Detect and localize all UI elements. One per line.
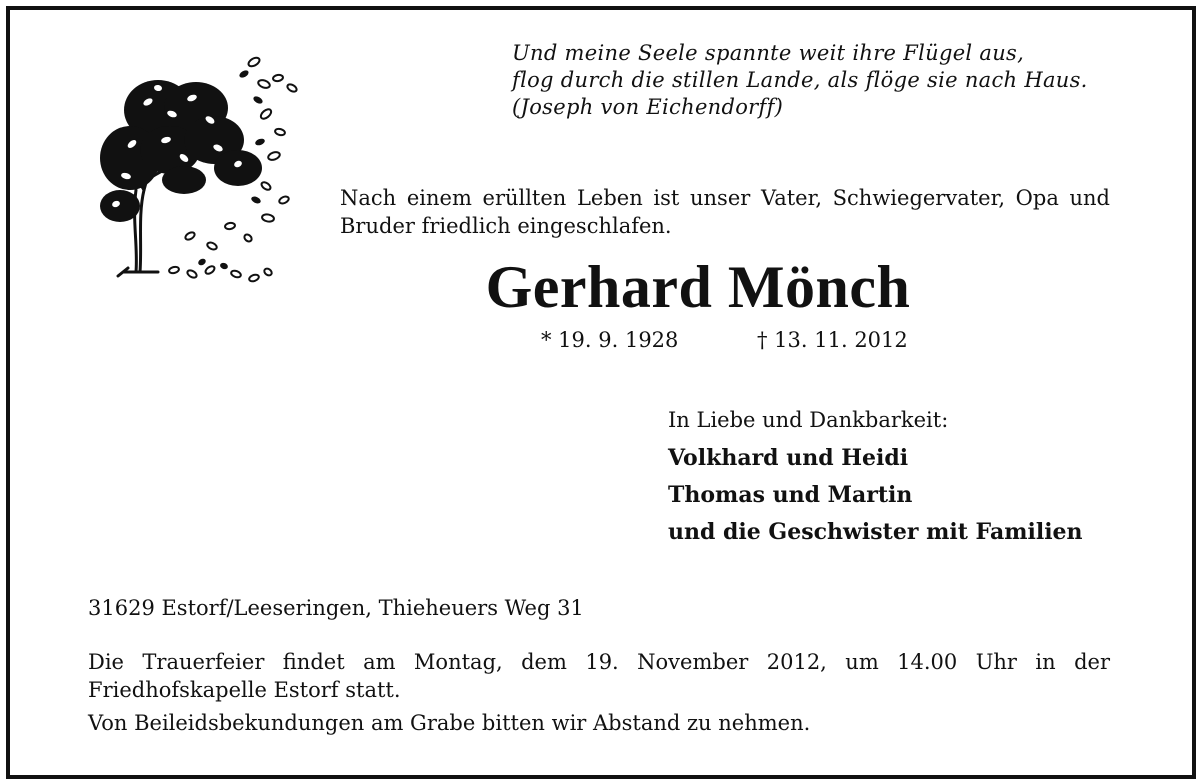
address: 31629 Estorf/Leeseringen, Thieheuers Weg 31: [88, 596, 584, 620]
poem-attribution: (Joseph von Eichendorff): [512, 95, 784, 119]
poem-line: Und meine Seele spannte weit ihre Flügel aus,: [512, 41, 1025, 65]
mourner-name: Thomas und Martin: [668, 482, 913, 508]
deceased-name: Gerhard Mönch: [485, 254, 911, 320]
birth-date: * 19. 9. 1928: [541, 328, 679, 352]
intro-text: Nach einem erüllten Leben ist unser Vater, Schwiegervater, Opa und Bruder friedlich eingeschlafen.: [340, 186, 1110, 238]
poem-line: flog durch die stillen Lande, als flöge sie nach Haus.: [512, 68, 1088, 92]
epigraph-poem: [512, 40, 1088, 121]
windblown-tree-icon: [88, 40, 303, 290]
mourners-list: [668, 440, 1083, 551]
funeral-service-text: Die Trauerfeier findet am Montag, dem 19. November 2012, um 14.00 Uhr in der Friedhofskapelle Estorf statt.: [88, 650, 1110, 702]
mourner-name: und die Geschwister mit Familien: [668, 519, 1083, 545]
death-date: † 13. 11. 2012: [757, 328, 908, 352]
condolence-note: Von Beileidsbekundungen am Grabe bitten wir Abstand zu nehmen.: [88, 711, 811, 735]
mourner-name: Volkhard und Heidi: [668, 445, 909, 471]
mourners-heading: In Liebe und Dankbarkeit:: [668, 408, 949, 432]
